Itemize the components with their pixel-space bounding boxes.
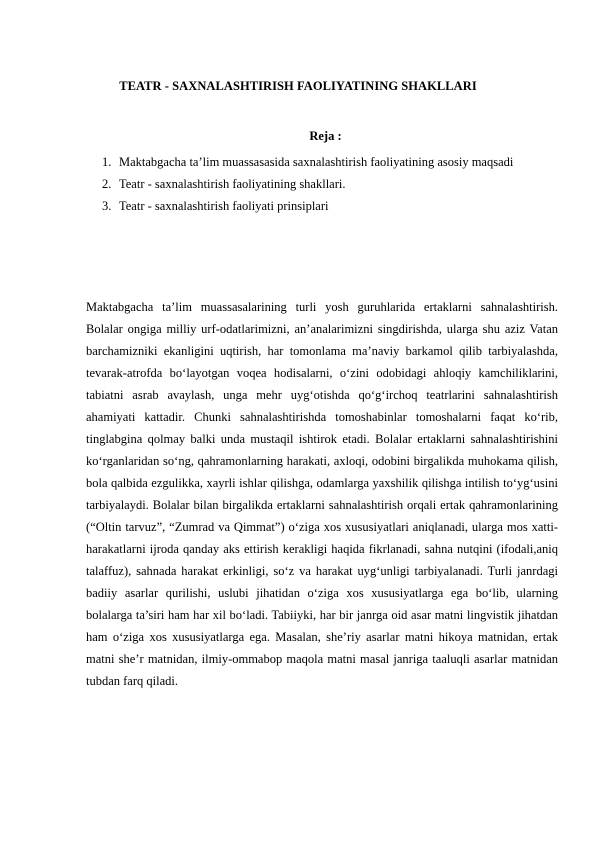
plan-item <box>102 173 532 195</box>
plan-item-number: 2. <box>102 177 112 191</box>
plan-item-text: Maktabgacha ta’lim muassasasida saxnalashtirish faoliyatining asosiy maqsadi <box>119 155 514 169</box>
document-title: TEATR - SAXNALASHTIRISH FAOLIYATINING SHAKLLARI <box>119 79 477 93</box>
body-paragraph: Maktabgacha ta’lim muassasalarining turli yosh guruhlarida ertaklarni sahnalashtirish. Bolalar ongiga milliy urf-odatlarimizni, an’analarimizni singdirishda, ularga shu aziz Vatan barchamizniki ekanligini uqtirish, har tomonlama ma’naviy barkamol qilib tarbiyalashda, tevarak-atrofda bo‘layotgan voqea hodisalarni, o‘zini odobidagi ahloqiy kamchiliklarini, tabiatni asrab avaylash, unga mehr uyg‘otishda qo‘g‘irchoq teatrlarini sahnalashtirish ahamiyati kattadir. Chunki sahnalashtirishda tomoshabinlar tomoshalarni faqat ko‘rib, tinglabgina qolmay balki unda mustaqil ishtirok etadi. Bolalar ertaklarni sahnalashtirishini ko‘rganlaridan so‘ng, qahramonlarning harakati, axloqi, odobini birgalikda muhokama qilish, bola qalbida ezgulikka, xayrli ishlar qilishga, odamlarga yaxshilik qilishga intilish to‘yg‘usini tarbiyalaydi. Bolalar bilan birgalikda ertaklarni sahnalashtirish orqali ertak qahramonlarining (“Oltin tarvuz”, “Zumrad va Qimmat”) o‘ziga xos xususiyatlari aniqlanadi, ularga mos xatti-harakatlarni ijroda qanday aks ettirish kerakligi haqida fikrlanadi, sahna nutqini (ifodali,aniq talaffuz), sahnada harakat erkinligi, so‘z va harakat uyg‘unligi tarbiyalanadi. Turli janrdagi badiiy asarlar qurilishi, uslubi jihatidan o‘ziga xos xususiyatlarga ega bo‘lib, ularning bolalarga ta’siri ham har xil bo‘ladi. Tabiiyki, har bir janrga oid asar matni lingvistik jihatdan ham o‘ziga xos xususiyatlarga ega. Masalan, she’riy asarlar matni hikoya matnidan, ertak matni she’r matnidan, ilmiy-ommabop maqola matni masal janriga taaluqli asarlar matnidan tubdan farq qiladi. <box>86 300 558 688</box>
plan-item-text: Teatr - saxnalashtirish faoliyati prinsiplari <box>119 199 329 213</box>
plan-heading: Reja : <box>309 129 342 143</box>
plan-item-number: 3. <box>102 199 112 213</box>
plan-item-number: 1. <box>102 155 112 169</box>
plan-item <box>102 195 532 217</box>
plan-item-text: Teatr - saxnalashtirish faoliyatining shakllari. <box>119 177 346 191</box>
plan-item <box>102 151 532 173</box>
plan-list <box>102 151 532 217</box>
